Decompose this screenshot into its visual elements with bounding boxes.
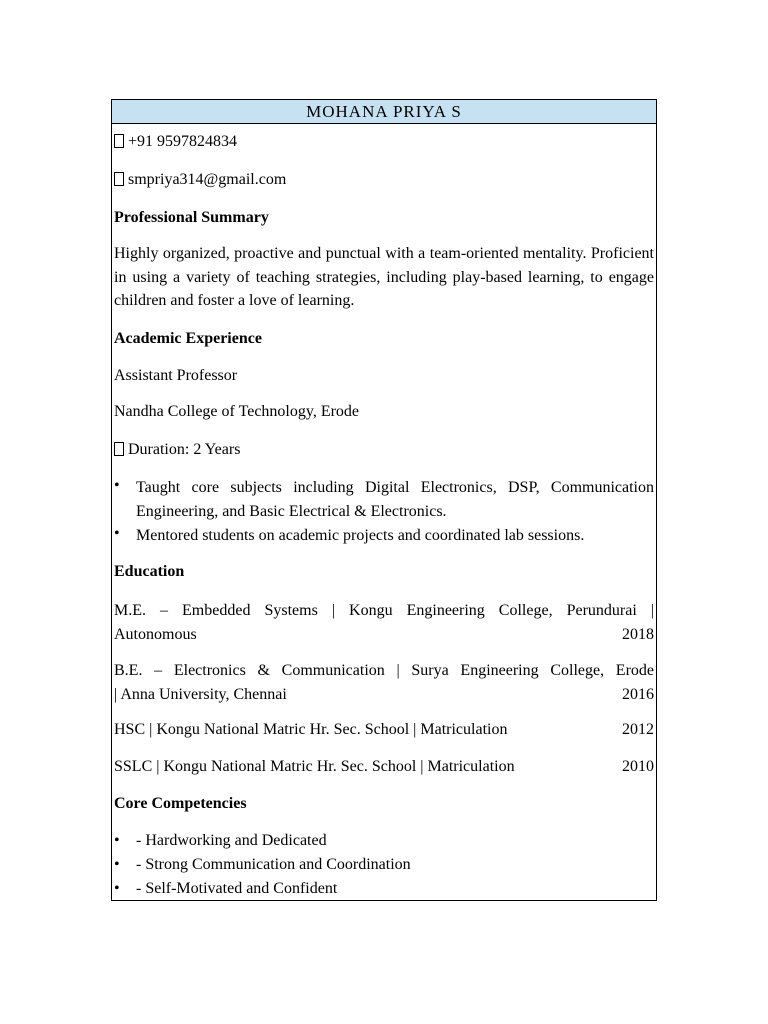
education-year: 2010 xyxy=(622,758,654,775)
phone-number: +91 9597824834 xyxy=(128,133,238,150)
experience-duration xyxy=(114,440,654,460)
competency-text: - Self-Motivated and Confident xyxy=(136,880,338,897)
summary-text: Highly organized, proactive and punctual with a team-oriented mentality. Proficient in using a variety of teaching strategies, including play-based learning, to engage children and foster a love of learning. xyxy=(114,245,654,309)
experience-bullet-text: Mentored students on academic projects and coordinated lab sessions. xyxy=(136,527,585,544)
competency-text: - Strong Communication and Coordination xyxy=(136,856,411,873)
experience-bullet-text: Taught core subjects including Digital Electronics, DSP, Communication Engineering, and Basic Electrical & Electronics. xyxy=(136,479,654,520)
education-year: 2018 xyxy=(622,625,654,643)
education-entry-be xyxy=(114,659,654,707)
education-entry-me xyxy=(114,599,654,647)
bullet-icon: • xyxy=(114,880,120,897)
bullet-icon: • xyxy=(114,525,120,542)
education-detail: HSC | Kongu National Matric Hr. Sec. School | Matriculation xyxy=(114,721,508,738)
duration-text: Duration: 2 Years xyxy=(128,441,241,458)
bullet-icon: • xyxy=(114,477,120,494)
education-entry-hsc xyxy=(114,720,654,740)
experience-bullet-1 xyxy=(114,476,654,524)
education-detail: Autonomous xyxy=(114,625,197,643)
summary-heading: Professional Summary xyxy=(114,209,269,226)
email-address: smpriya314@gmail.com xyxy=(128,171,287,188)
email-line xyxy=(114,170,654,190)
education-line xyxy=(114,683,654,707)
name-header: MOHANA PRIYA S xyxy=(112,100,656,124)
education-line: M.E. – Embedded Systems | Kongu Engineering College, Perundurai | xyxy=(114,602,654,619)
education-year: 2016 xyxy=(622,685,654,703)
calendar-icon xyxy=(114,442,124,456)
competencies-heading: Core Competencies xyxy=(114,795,247,812)
education-detail: SSLC | Kongu National Matric Hr. Sec. School | Matriculation xyxy=(114,758,515,775)
bullet-icon: • xyxy=(114,856,120,873)
experience-institution: Nandha College of Technology, Erode xyxy=(114,403,360,420)
email-icon xyxy=(114,172,124,186)
competency-text: - Hardworking and Dedicated xyxy=(136,832,327,849)
experience-role: Assistant Professor xyxy=(114,367,238,384)
education-detail: | Anna University, Chennai xyxy=(114,685,287,703)
education-line xyxy=(114,623,654,647)
resume-box xyxy=(111,99,657,901)
education-line: B.E. – Electronics & Communication | Surya Engineering College, Erode xyxy=(114,662,654,679)
phone-icon xyxy=(114,134,124,148)
experience-heading: Academic Experience xyxy=(114,330,262,347)
education-year: 2012 xyxy=(622,721,654,738)
education-heading: Education xyxy=(114,563,185,580)
bullet-icon: • xyxy=(114,832,120,849)
education-entry-sslc xyxy=(114,757,654,777)
phone-line xyxy=(114,132,654,152)
